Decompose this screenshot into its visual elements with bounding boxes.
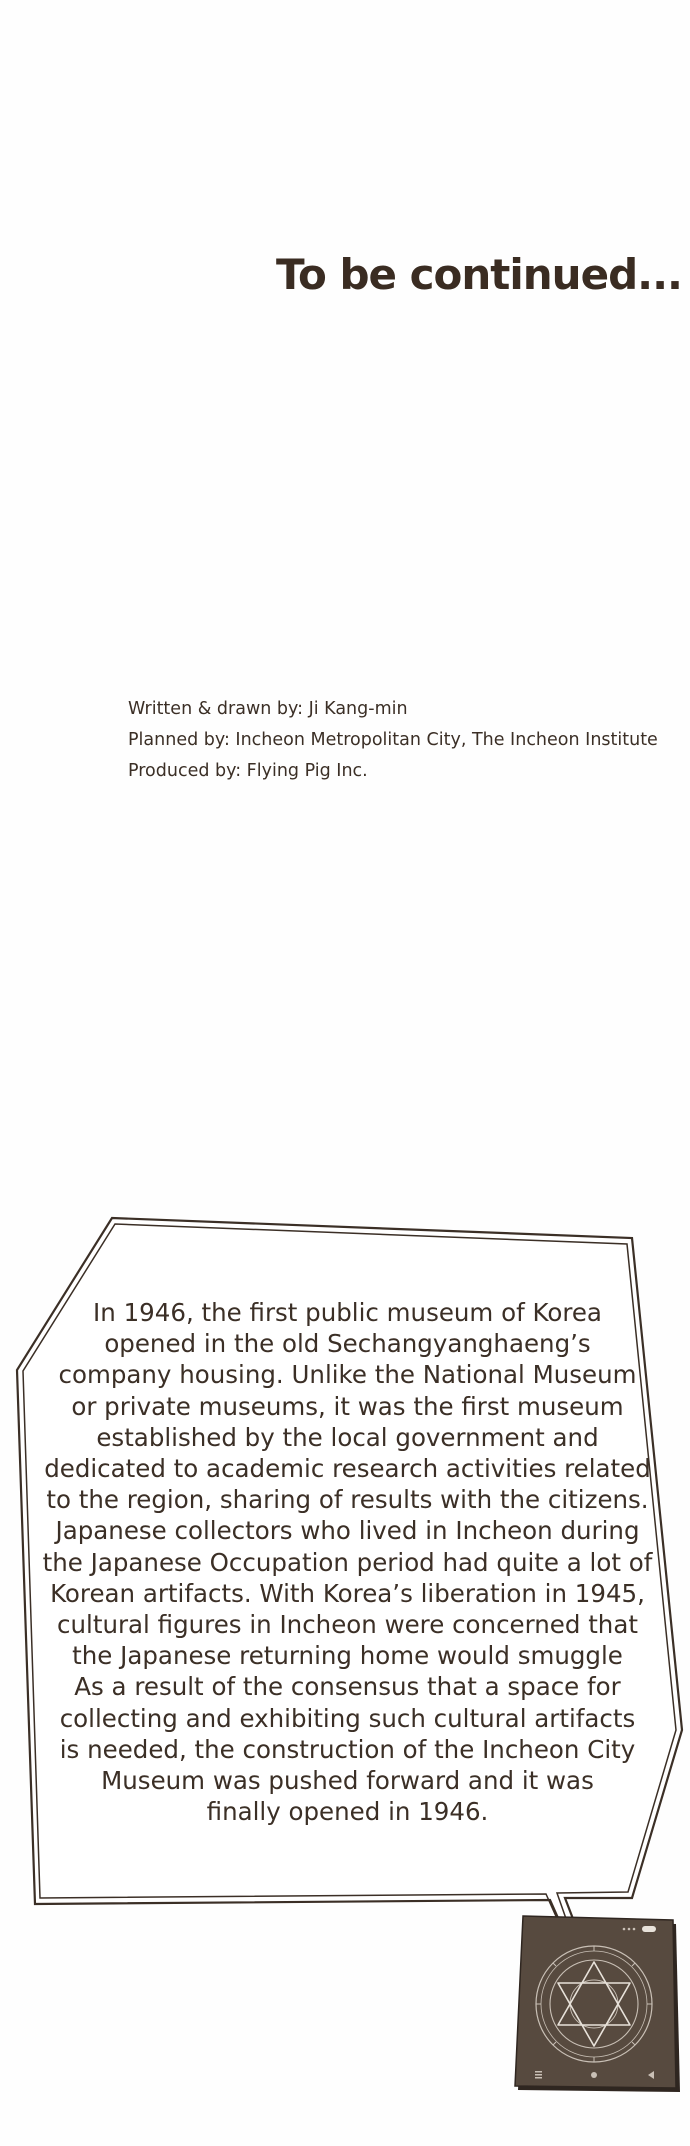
caption-line: finally opened in 1946. — [206, 1797, 489, 1827]
credit-produced: Produced by: Flying Pig Inc. — [128, 761, 368, 781]
caption-line: collecting and exhibiting such cultural artifacts — [59, 1703, 636, 1733]
caption-line: is needed, the construction of the Incheon City — [59, 1734, 636, 1764]
caption-line: to the region, sharing of results with the citizens. — [46, 1485, 649, 1515]
caption-line: dedicated to academic research activities related — [44, 1454, 651, 1484]
caption-line: company housing. Unlike the National Museum — [58, 1360, 637, 1390]
credit-planned: Planned by: Incheon Metropolitan City, The Incheon Institute — [128, 730, 658, 750]
caption-line: or private museums, it was the first museum — [71, 1391, 624, 1421]
caption-line: the Japanese Occupation period had quite a lot of — [42, 1547, 653, 1577]
caption-line: cultural figures in Incheon were concerned that — [57, 1610, 638, 1640]
credit-written-drawn: Written & drawn by: Ji Kang-min — [128, 699, 408, 719]
caption-line: In 1946, the first public museum of Korea — [93, 1298, 602, 1327]
to-be-continued-title: To be continued... — [275, 250, 682, 299]
caption-line: Japanese collectors who lived in Incheon during — [55, 1516, 640, 1546]
caption-line: Korean artifacts. With Korea’s liberation in 1945, — [50, 1578, 645, 1608]
caption-line: Museum was pushed forward and it was — [101, 1766, 594, 1796]
caption-line: opened in the old Sechangyanghaeng’s — [104, 1329, 591, 1359]
caption-line: established by the local government and — [96, 1422, 599, 1452]
caption-line: the Japanese returning home would smuggle — [72, 1641, 623, 1671]
caption-line: As a result of the consensus that a space for — [74, 1672, 621, 1702]
